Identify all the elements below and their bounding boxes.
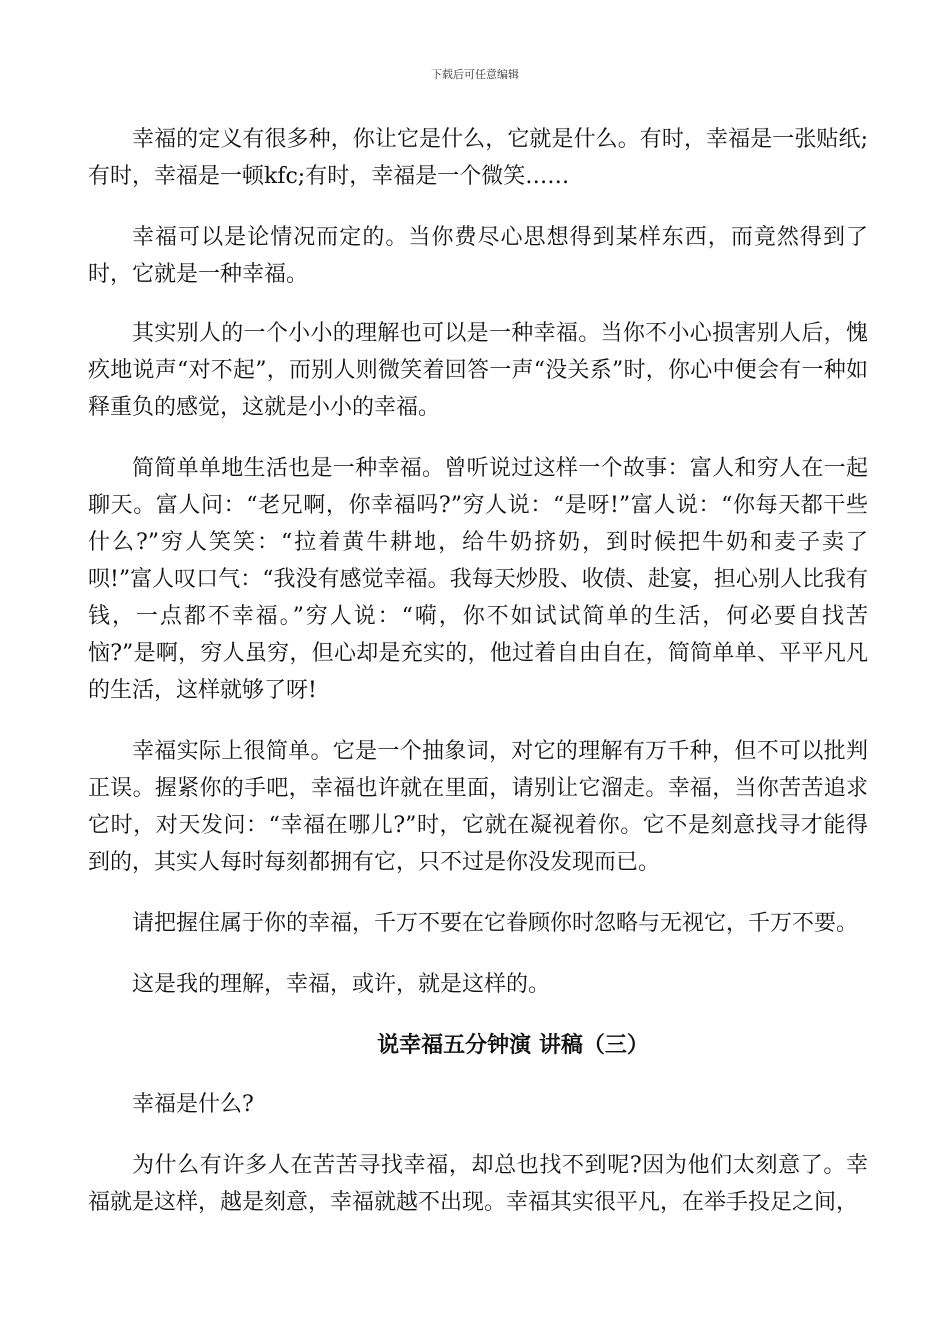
paragraph: 幸福可以是论情况而定的。当你费尽心思想得到某样东西，而竟然得到了时，它就是一种幸福。 bbox=[88, 225, 868, 287]
paragraph: 其实别人的一个小小的理解也可以是一种幸福。当你不小心损害别人后，愧疚地说声“对不起”，而别人则微笑着回答一声“没关系”时，你心中便会有一种如释重负的感觉，这就是小小的幸福。 bbox=[88, 321, 868, 420]
section-heading: 说幸福五分钟演 讲稿（三） bbox=[377, 1032, 649, 1058]
page-header: 下载后可任意编辑 bbox=[431, 68, 519, 81]
document-body bbox=[88, 121, 868, 1245]
paragraph: 幸福是什么? bbox=[132, 1092, 254, 1117]
paragraph: 请把握住属于你的幸福，千万不要在它眷顾你时忽略与无视它，千万不要。 bbox=[132, 911, 859, 936]
paragraph: 简简单单地生活也是一种幸福。曾听说过这样一个故事：富人和穷人在一起聊天。富人问：“老兄啊，你幸福吗?”穷人说：“是呀!”富人说：“你每天都干些什么?”穷人笑笑：“拉着黄牛耕地，给牛奶挤奶，到时候把牛奶和麦子卖了呗!”富人叹口气：“我没有感觉幸福。我每天炒股、收债、赴宴，担心别人比我有钱，一点都不幸福。”穷人说：“嗬，你不如试试简单的生活，何必要自找苦恼?”是啊，穷人虽穷，但心却是充实的，他过着自由自在，简简单单、平平凡凡的生活，这样就够了呀! bbox=[88, 456, 868, 703]
paragraph: 幸福实际上很简单。它是一个抽象词，对它的理解有万千种，但不可以批判正误。握紧你的手吧，幸福也许就在里面，请别让它溜走。幸福，当你苦苦追求它时，对天发问：“幸福在哪儿?”时，它就在凝视着你。它不是刻意找寻才能得到的，其实人每时每刻都拥有它，只不过是你没发现而已。 bbox=[88, 739, 868, 875]
paragraph: 这是我的理解，幸福，或许，就是这样的。 bbox=[132, 972, 551, 997]
paragraph: 为什么有许多人在苦苦寻找幸福，却总也找不到呢?因为他们太刻意了。幸福就是这样，越是刻意，幸福就越不出现。幸福其实很平凡，在举手投足之间， bbox=[88, 1153, 868, 1215]
paragraph: 幸福的定义有很多种，你让它是什么，它就是什么。有时，幸福是一张贴纸;有时，幸福是一顿kfc;有时，幸福是一个微笑…… bbox=[88, 127, 868, 189]
